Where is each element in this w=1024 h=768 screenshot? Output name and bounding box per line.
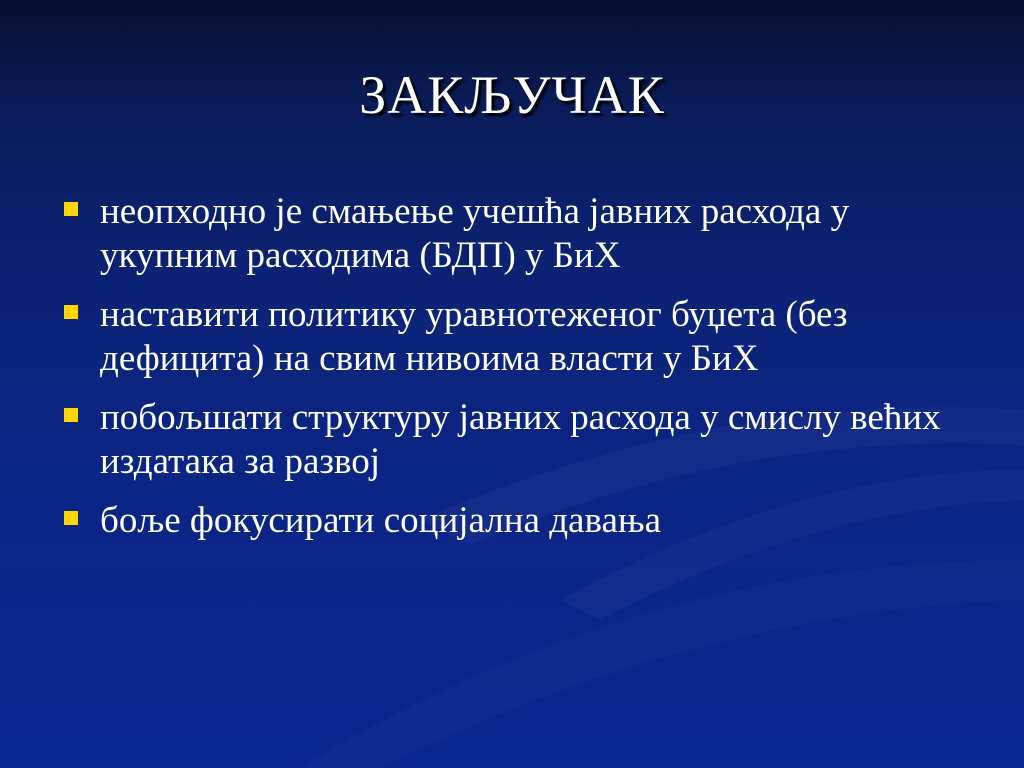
bullet-text: наставити политику уравнотеженог буџета (без дефицита) на свим нивоима власти у БиХ [100, 294, 848, 379]
list-item [64, 293, 984, 381]
bullet-text: неопходно је смањење учешћа јавних расхода у укупним расходима (БДП) у БиХ [100, 191, 850, 276]
bullet-text: боље фокусирати социјална давања [100, 500, 662, 541]
square-bullet-icon [64, 511, 78, 525]
list-item [64, 396, 984, 484]
list-item [64, 190, 984, 278]
list-item [64, 499, 984, 543]
square-bullet-icon [64, 408, 78, 422]
square-bullet-icon [64, 202, 78, 216]
bullet-list [64, 190, 984, 558]
bullet-text: побољшати структуру јавних расхода у смислу већих издатака за развој [100, 397, 941, 482]
slide-title: ЗАКЉУЧАК [359, 65, 665, 125]
square-bullet-icon [64, 305, 78, 319]
